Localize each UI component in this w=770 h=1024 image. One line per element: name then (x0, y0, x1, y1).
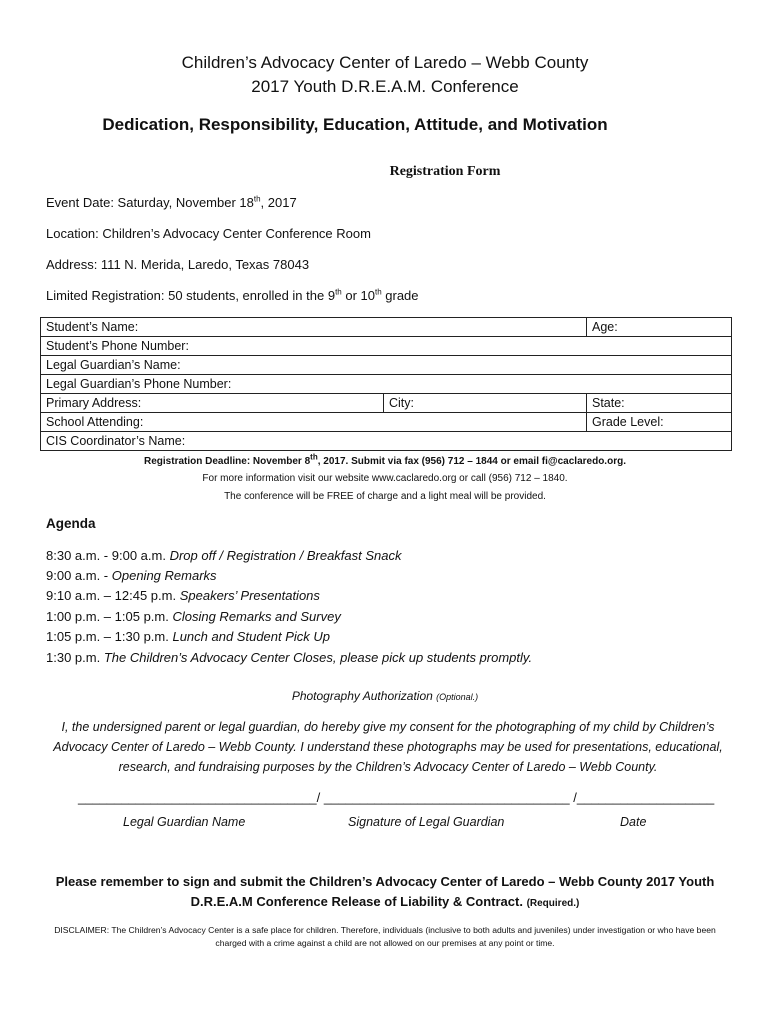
agenda-item: 9:00 a.m. - Opening Remarks (46, 568, 217, 583)
agenda-heading: Agenda (46, 516, 96, 531)
photo-consent-text: I, the undersigned parent or legal guardian, do hereby give my consent for the photographing of my child by Children’s Advocacy Center of Laredo – Webb County. I understand these photographs may be used for presentations, educational, research, and fundraising purposes by the Children’s Advocacy Center of Laredo – Webb County. (53, 720, 723, 774)
school-field[interactable]: School Attending: (41, 413, 587, 432)
photo-authorization-title: Photography Authorization (Optional.) (291, 689, 479, 703)
registration-table (40, 317, 732, 451)
date-label: Date (620, 815, 647, 829)
guardian-name-field[interactable]: Legal Guardian’s Name: (41, 356, 732, 375)
registration-limit: Limited Registration: 50 students, enrolled in the 9th or 10th grade (46, 287, 419, 303)
conference-motto: Dedication, Responsibility, Education, Attitude, and Motivation (102, 115, 608, 134)
free-note: The conference will be FREE of charge and a light meal will be provided. (224, 491, 546, 502)
title-line-1: Children’s Advocacy Center of Laredo – Webb County (181, 53, 589, 72)
cis-coordinator-field[interactable]: CIS Coordinator’s Name: (41, 432, 732, 451)
event-address: Address: 111 N. Merida, Laredo, Texas 78043 (46, 257, 310, 272)
agenda-item: 1:00 p.m. – 1:05 p.m. Closing Remarks and Survey (46, 609, 341, 624)
city-field[interactable]: City: (384, 394, 587, 413)
more-info: For more information visit our website www.caclaredo.org or call (956) 712 – 1840. (202, 473, 568, 484)
event-date: Event Date: Saturday, November 18th, 2017 (46, 194, 297, 210)
guardian-name-label: Legal Guardian Name (123, 815, 246, 829)
guardian-phone-field[interactable]: Legal Guardian’s Phone Number: (41, 375, 732, 394)
title-line-2: 2017 Youth D.R.E.A.M. Conference (251, 77, 519, 96)
signature-label: Signature of Legal Guardian (348, 815, 505, 829)
student-name-field[interactable]: Student’s Name: (41, 318, 587, 337)
agenda-item: 1:05 p.m. – 1:30 p.m. Lunch and Student Pick Up (46, 629, 331, 644)
event-location: Location: Children’s Advocacy Center Conference Room (46, 226, 371, 241)
agenda-item: 1:30 p.m. The Children’s Advocacy Center Closes, please pick up students promptly. (46, 650, 533, 665)
signature-line[interactable]: _________________________________/ __________________________________ /___________________ (78, 790, 715, 805)
agenda-item: 9:10 a.m. – 12:45 p.m. Speakers’ Presentations (46, 588, 320, 603)
registration-deadline: Registration Deadline: November 8th, 2017. Submit via fax (956) 712 – 1844 or email fi@caclaredo.org. (144, 452, 626, 467)
primary-address-field[interactable]: Primary Address: (41, 394, 384, 413)
agenda-item: 8:30 a.m. - 9:00 a.m. Drop off / Registration / Breakfast Snack (46, 548, 402, 563)
disclaimer: DISCLAIMER: The Children’s Advocacy Center is a safe place for children. Therefore, individuals (inclusive to both adults and juveniles) under investigation or who have been charged with a crime against a child are not allowed on our premises at any point or time. (54, 925, 716, 948)
age-field[interactable]: Age: (587, 318, 732, 337)
student-phone-field[interactable]: Student’s Phone Number: (41, 337, 732, 356)
grade-field[interactable]: Grade Level: (587, 413, 732, 432)
state-field[interactable]: State: (587, 394, 732, 413)
form-title: Registration Form (389, 164, 501, 179)
submission-reminder: Please remember to sign and submit the Children’s Advocacy Center of Laredo – Webb County 2017 Youth D.R.E.A.M Conference Release of Liability & Contract. (Required.) (55, 874, 715, 909)
